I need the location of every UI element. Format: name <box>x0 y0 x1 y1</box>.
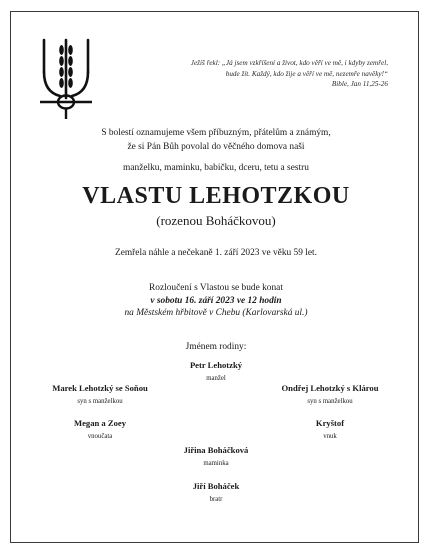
family-heading: Jménem rodiny: <box>185 342 247 352</box>
wheat-sheaf-icon <box>38 38 94 120</box>
maiden-name: (rozenou Boháčkovou) <box>156 213 276 228</box>
mourner-entry <box>280 418 380 440</box>
death-date-text: Zemřela náhle a nečekaně 1. září 2023 ve věku 59 let. <box>115 248 317 258</box>
farewell-date: v sobotu 16. září 2023 ve 12 hodin <box>150 295 282 306</box>
mourner-relation: syn s manželkou <box>307 398 353 405</box>
relations-text: manželku, maminku, babičku, dceru, tetu a sestru <box>123 163 309 173</box>
announcement-line: S bolestí oznamujeme všem příbuzným, přátelům a známým, <box>101 128 331 138</box>
farewell-place: na Městském hřbitově v Chebu (Karlovarská ul.) <box>124 308 308 318</box>
mourner-relation: vnoučata <box>87 433 113 440</box>
mourner-entry <box>260 383 400 405</box>
mourner-name: Marek Lehotzký se Soňou <box>52 383 148 393</box>
quote-source: Bible, Jan 11,25-26 <box>331 80 388 88</box>
mourner-name: Ondřej Lehotzký s Klárou <box>281 383 379 393</box>
mourner-entry <box>50 418 150 440</box>
mourner-name: Kryštof <box>315 418 345 428</box>
mourner-relation: manžel <box>206 375 226 382</box>
farewell-info <box>0 282 432 320</box>
mourner-relation: maminka <box>203 460 229 467</box>
deceased-name: VLASTU LEHOTZKOU <box>82 183 350 209</box>
farewell-intro: Rozloučení s Vlastou se bude konat <box>149 283 283 293</box>
mourner-entry <box>30 383 170 405</box>
mourner-entry <box>156 445 276 467</box>
mourner-relation: syn s manželkou <box>77 398 123 405</box>
mourner-name: Jiřina Boháčková <box>183 445 249 455</box>
quote-line: Ježíš řekl: „Já jsem vzkříšení a život, kdo věří ve mě, i kdyby zemřel, <box>190 59 388 67</box>
mourner-name: Petr Lehotzký <box>189 360 243 370</box>
mourner-name: Megan a Zoey <box>73 418 127 428</box>
announcement <box>0 126 432 154</box>
mourner-relation: vnuk <box>323 433 337 440</box>
mourner-name: Jiří Boháček <box>192 481 240 491</box>
quote-line: bude žít. Každý, kdo žije a věří ve mě, nezemře navěky!“ <box>225 69 388 78</box>
mourner-entry <box>166 481 266 503</box>
mourner-entry <box>166 360 266 382</box>
bible-quote <box>128 58 388 90</box>
mourner-relation: bratr <box>209 496 223 503</box>
announcement-line: že si Pán Bůh povolal do věčného domova naši <box>127 142 305 152</box>
